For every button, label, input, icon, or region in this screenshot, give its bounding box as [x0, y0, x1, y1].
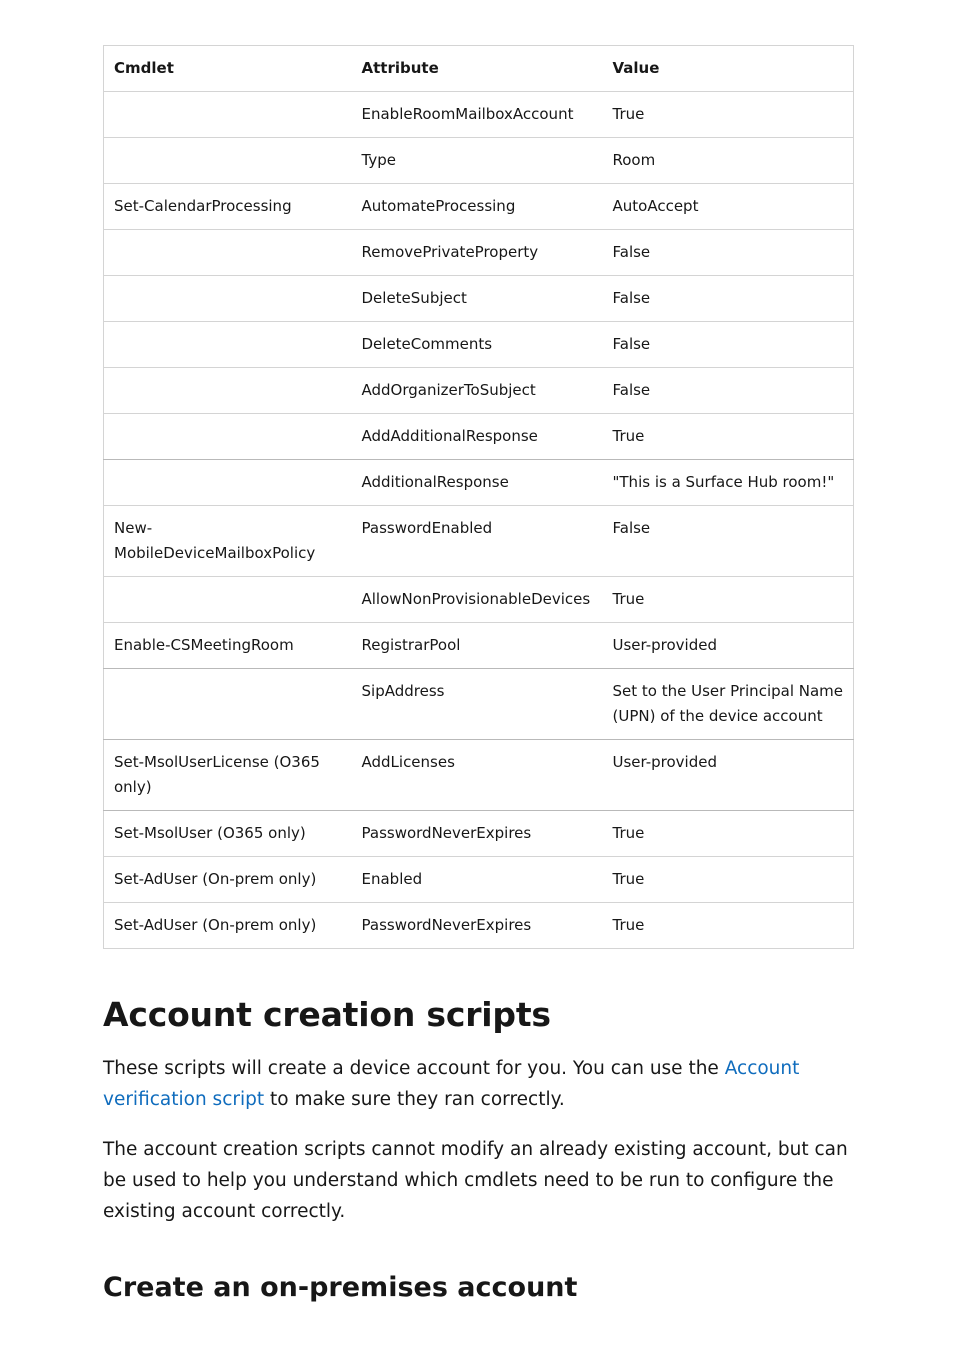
table-row [104, 368, 854, 414]
section-heading: Account creation scripts [103, 995, 551, 1034]
cell-attribute: PasswordNeverExpires [352, 903, 603, 949]
cell-value: True [603, 903, 854, 949]
table-row [104, 903, 854, 949]
cell-attribute: SipAddress [352, 669, 603, 740]
cell-value: True [603, 92, 854, 138]
cell-cmdlet [104, 669, 352, 740]
cell-value: User-provided [603, 623, 854, 669]
cell-cmdlet [104, 368, 352, 414]
cell-cmdlet: Set-AdUser (On-prem only) [104, 857, 352, 903]
cell-value: False [603, 276, 854, 322]
table-row [104, 184, 854, 230]
cell-value: False [603, 368, 854, 414]
intro-paragraph [103, 1053, 853, 1115]
cell-attribute: PasswordNeverExpires [352, 811, 603, 857]
cell-cmdlet [104, 230, 352, 276]
cell-value: False [603, 322, 854, 368]
cell-cmdlet [104, 577, 352, 623]
article-content [103, 45, 853, 1305]
column-header-value: Value [603, 46, 854, 92]
table-row [104, 857, 854, 903]
cell-value: User-provided [603, 740, 854, 811]
table-row [104, 623, 854, 669]
cell-value: True [603, 414, 854, 460]
cell-attribute: AdditionalResponse [352, 460, 603, 506]
column-header-cmdlet: Cmdlet [104, 46, 352, 92]
table-row [104, 322, 854, 368]
table-row [104, 577, 854, 623]
cell-value: True [603, 811, 854, 857]
intro-text-after: to make sure they ran correctly. [264, 1089, 565, 1110]
cell-attribute: AllowNonProvisionableDevices [352, 577, 603, 623]
table-row [104, 811, 854, 857]
cell-attribute: AutomateProcessing [352, 184, 603, 230]
table-row [104, 138, 854, 184]
cell-attribute: DeleteSubject [352, 276, 603, 322]
cell-attribute: AddLicenses [352, 740, 603, 811]
cell-cmdlet: Set-CalendarProcessing [104, 184, 352, 230]
cell-attribute: EnableRoomMailboxAccount [352, 92, 603, 138]
table-row [104, 740, 854, 811]
cell-attribute: PasswordEnabled [352, 506, 603, 577]
cell-attribute: DeleteComments [352, 322, 603, 368]
cell-cmdlet [104, 92, 352, 138]
cell-attribute: RegistrarPool [352, 623, 603, 669]
cell-attribute: Enabled [352, 857, 603, 903]
cell-attribute: RemovePrivateProperty [352, 230, 603, 276]
table-row [104, 92, 854, 138]
table-header-row [104, 46, 854, 92]
table-row [104, 276, 854, 322]
cell-cmdlet [104, 138, 352, 184]
cell-value: False [603, 230, 854, 276]
cell-value: "This is a Surface Hub room!" [603, 460, 854, 506]
cell-cmdlet [104, 460, 352, 506]
cell-cmdlet: New-MobileDeviceMailboxPolicy [104, 506, 352, 577]
cell-cmdlet [104, 276, 352, 322]
cell-value: AutoAccept [603, 184, 854, 230]
table-row [104, 506, 854, 577]
table-row [104, 414, 854, 460]
cmdlet-attribute-table [103, 45, 854, 949]
table-row [104, 230, 854, 276]
cell-cmdlet [104, 322, 352, 368]
intro-text-before: These scripts will create a device account for you. You can use the [103, 1058, 725, 1079]
cell-value: True [603, 577, 854, 623]
cell-value: False [603, 506, 854, 577]
table-row [104, 460, 854, 506]
cell-cmdlet: Set-AdUser (On-prem only) [104, 903, 352, 949]
cell-attribute: AddAdditionalResponse [352, 414, 603, 460]
table-row [104, 669, 854, 740]
column-header-attribute: Attribute [352, 46, 603, 92]
cell-value: Set to the User Principal Name (UPN) of the device account [603, 669, 854, 740]
cell-cmdlet: Set-MsolUserLicense (O365 only) [104, 740, 352, 811]
account-verification-script-link[interactable]: Account verification script [103, 1058, 800, 1110]
explanation-paragraph: The account creation scripts cannot modify an already existing account, but can be used to help you understand which cmdlets need to be run to configure the existing account correctly. [103, 1139, 848, 1222]
cell-value: True [603, 857, 854, 903]
subsection-heading: Create an on-premises account [103, 1272, 578, 1303]
cell-cmdlet: Set-MsolUser (O365 only) [104, 811, 352, 857]
cell-cmdlet [104, 414, 352, 460]
cell-attribute: AddOrganizerToSubject [352, 368, 603, 414]
cell-attribute: Type [352, 138, 603, 184]
cell-cmdlet: Enable-CSMeetingRoom [104, 623, 352, 669]
cell-value: Room [603, 138, 854, 184]
